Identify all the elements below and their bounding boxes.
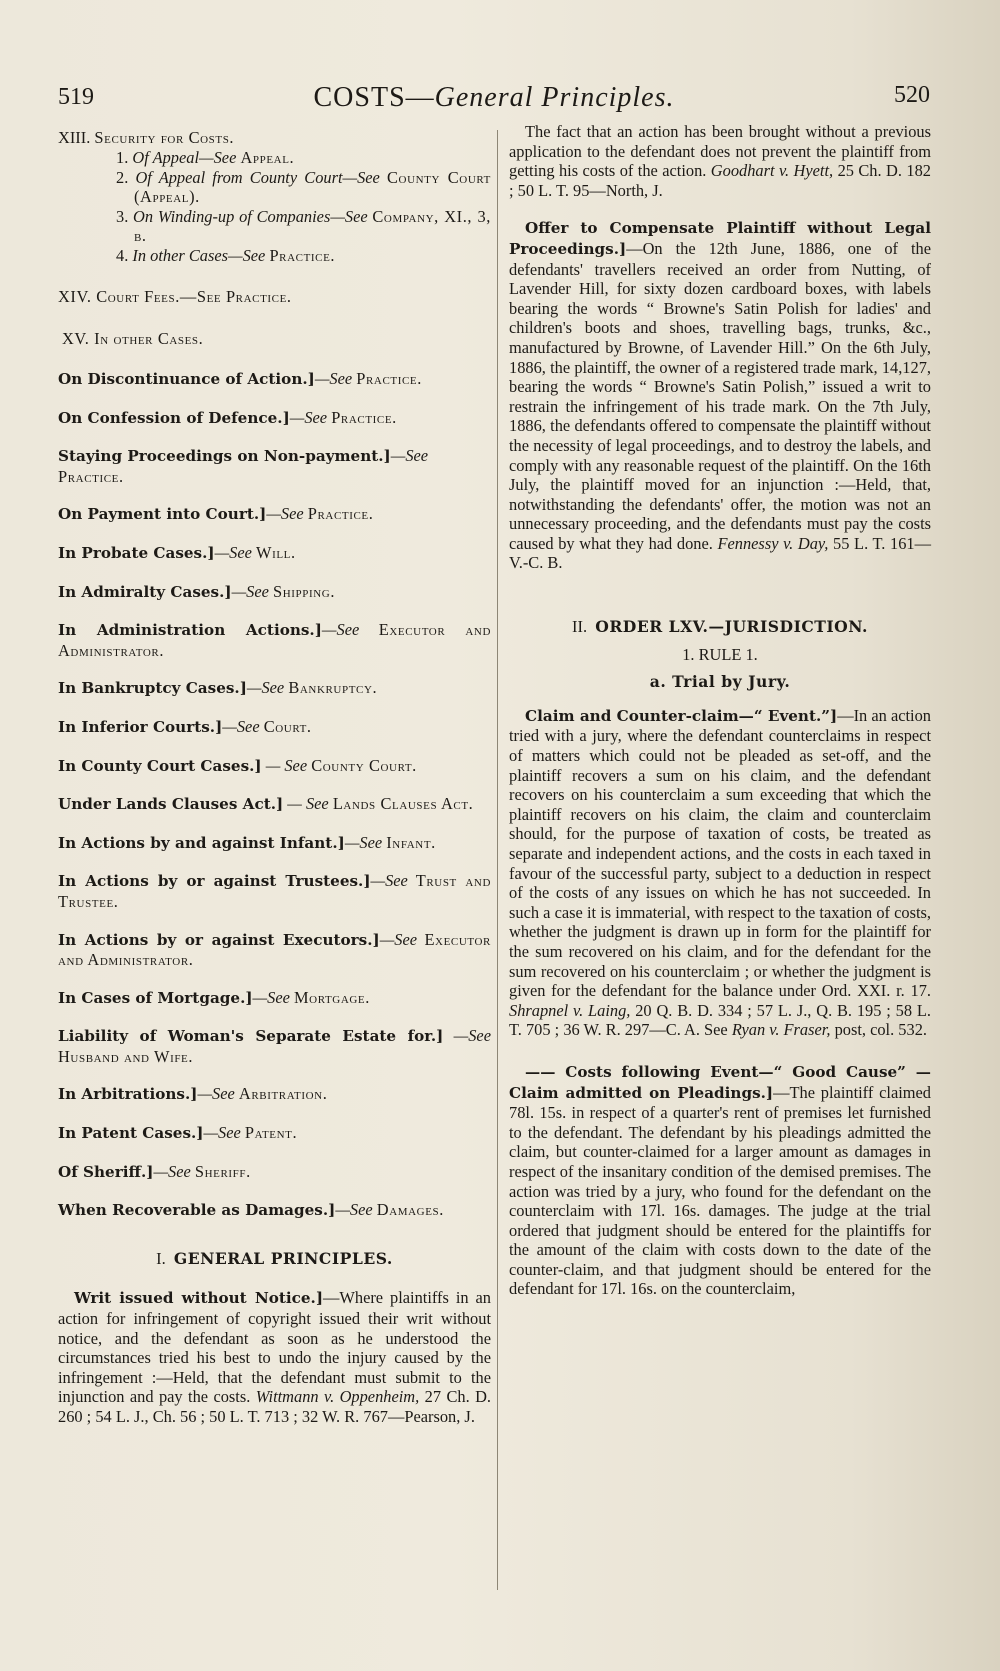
entry-lands-clauses: Under Lands Clauses Act.] — See Lands Clauses Act. — [58, 794, 474, 814]
column-divider — [497, 130, 498, 1590]
entry-patent: In Patent Cases.]—See Patent. — [58, 1123, 298, 1143]
entry-confession: On Confession of Defence.]—See Practice. — [58, 407, 397, 427]
entry-bankruptcy: In Bankruptcy Cases.]—See Bankruptcy. — [58, 678, 378, 698]
paragraph-claim-counterclaim: Claim and Counter-claim—“ Event.”]—In an action tried with a jury, where the defendant counterclaims in respect of matters which could not be pleaded as set-off, and the plaintiff recovers a sum on his claim, and the defendant recovers on his counterclaim a sum exceeding that which the plaintiff recovers on his claim, the claim and counterclaim should, for the purpose of taxation of costs, be treated as separate and independent actions, and the costs in each taxed in favour of the successful party, subject to a deduction in respect of the costs of any issues on which he has not succeeded. In such a case it is immaterial, with respect to the taxation of costs, whether the judgment is drawn up in form for the plaintiff for the sum recovered on his claim, and for the defendant for the sum recovered on his counterclaim ; or whether the judgment is given for the defendant for the balance under Ord. XXI. r. 17. Shrapnel v. Laing, 20 Q. B. D. 334 ; 57 L. J., Q. B. 195 ; 58 L. T. 705 ; 36 W. R. 297—C. A. See Ryan v. Fraser, post, col. 532. — [509, 705, 932, 1040]
page-number-right: 520 — [894, 82, 930, 108]
entry-damages: When Recoverable as Damages.]—See Damages. — [58, 1200, 444, 1220]
page-number-left: 519 — [58, 84, 94, 110]
running-title-italic: General Principles. — [434, 82, 675, 113]
toc-sub-3: 3. On Winding-up of Companies—See Company, XI., 3, b. — [116, 206, 491, 245]
entry-arbitrations: In Arbitrations.]—See Arbitration. — [58, 1084, 328, 1104]
entry-womans-estate: Liability of Woman's Separate Estate for.] —See Husband and Wife. — [58, 1026, 491, 1066]
left-column — [58, 128, 491, 1427]
toc-heading-xiii: XIII. Security for Costs. — [58, 128, 235, 147]
paragraph-writ-without-notice: Writ issued without Notice.]—Where plaintiffs in an action for infringement of copyright issued their writ without notice, and the defendant as soon as he understood the circumstances tried his best to undo the injury caused by the infringement :—Held, that the defendant must submit to the injunction and pay the costs. Wittmann v. Oppenheim, 27 Ch. D. 260 ; 54 L. J., Ch. 56 ; 50 L. T. 713 ; 32 W. R. 767—Pearson, J. — [58, 1288, 492, 1426]
paragraph-goodhart: The fact that an action has been brought without a previous application to the defendant does not prevent the plaintiff from getting his costs of the action. Goodhart v. Hyett, 25 Ch. D. 182 ; 50 L. T. 95—North, J. — [509, 122, 931, 200]
subheading-rule-1: 1. RULE 1. — [682, 644, 758, 664]
entry-mortgage: In Cases of Mortgage.]—See Mortgage. — [58, 987, 370, 1007]
entry-administration: In Administration Actions.]—See Executor and Administrator. — [58, 620, 491, 660]
paragraph-offer-to-compensate: Offer to Compensate Plaintiff without Legal Proceedings.]—On the 12th June, 1886, one of the defendants' travellers received an order from Nutting, of Lavender Hill, for sixty dozen cardboard boxes, with labels bearing the words “ Browne's Satin Polish for ladies' and children's boots and shoes, travelling bags, trunks, &c., manufactured by Browne, of Lavender Hill.” On the 6th July, 1886, the plaintiff, the owner of a registered trade mark, 14,127, bearing the words “ Browne's Satin Polish,” issued a writ to restrain the infringement of his trade mark. On the 7th July, 1886, the defendants offered to compensate the plaintiff without the necessity of legal proceedings, and to destroy the labels, and comply with any reasonable request of the plaintiff. On the 16th July, the plaintiff moved for an injunction :—Held, that, notwithstanding the defendants' offer, the motion was not an unnecessary proceeding, and the defendants must pay the costs caused by what they had done. Fennessy v. Day, 55 L. T. 161—V.-C. B. — [509, 219, 931, 573]
running-title — [58, 82, 930, 114]
entry-payment-into-court: On Payment into Court.]—See Practice. — [58, 504, 374, 524]
entry-admiralty: In Admiralty Cases.]—See Shipping. — [58, 581, 336, 601]
toc-sub-1: 1. Of Appeal—See Appeal. — [116, 148, 295, 167]
subheading-trial-by-jury: a. Trial by Jury. — [649, 672, 791, 692]
toc-heading-xv: XV. In other Cases. — [62, 329, 204, 348]
toc-sub-2: 2. Of Appeal from County Court—See County Court (Appeal). — [116, 167, 491, 206]
entry-executors: In Actions by or against Executors.]—See Executor and Administrator. — [58, 929, 491, 970]
entry-trustees: In Actions by or against Trustees.]—See Trust and Trustee. — [58, 871, 492, 911]
section-heading-order-lxv: II. ORDER LXV.—JURISDICTION. — [572, 617, 868, 637]
entry-probate: In Probate Cases.]—See Will. — [58, 542, 296, 562]
page-header — [58, 84, 930, 124]
entry-staying: Staying Proceedings on Non-payment.]—See Practice. — [58, 446, 429, 486]
running-title-main: COSTS— — [313, 82, 435, 113]
entry-county-court: In County Court Cases.] — See County Court. — [58, 755, 417, 775]
entry-discontinuance: On Discontinuance of Action.]—See Practice. — [58, 369, 422, 388]
toc-sub-4: 4. In other Cases—See Practice. — [116, 245, 336, 265]
toc-heading-xiv: XIV. Court Fees.—See Practice. — [58, 287, 292, 306]
right-column — [509, 122, 931, 1299]
entry-infant: In Actions by and against Infant.]—See Infant. — [58, 832, 436, 852]
section-heading-general-principles: I. GENERAL PRINCIPLES. — [156, 1248, 393, 1268]
paragraph-costs-following-event: —— Costs following Event—“ Good Cause” —Claim admitted on Pleadings.]—The plaintiff claimed 78l. 15s. in respect of a quarter's rent of premises let furnished to the defendant. The defendant by his pleadings admitted the claim, but counter-claimed for a larger amount as damages in respect of the insanitary condition of the demised premises. The action was tried by a jury, who found for the defendant on the counterclaim with 17l. 16s. damages. The judge at the trial ordered that judgment should be entered for the plaintiffs for the amount of the claim with costs down to the date of the counter-claim, and that judgment should be entered for the defendant for 17l. 16s. on the counterclaim, — [509, 1062, 931, 1299]
entry-sheriff: Of Sheriff.]—See Sheriff. — [58, 1161, 251, 1181]
entry-inferior-courts: In Inferior Courts.]—See Court. — [58, 716, 312, 736]
